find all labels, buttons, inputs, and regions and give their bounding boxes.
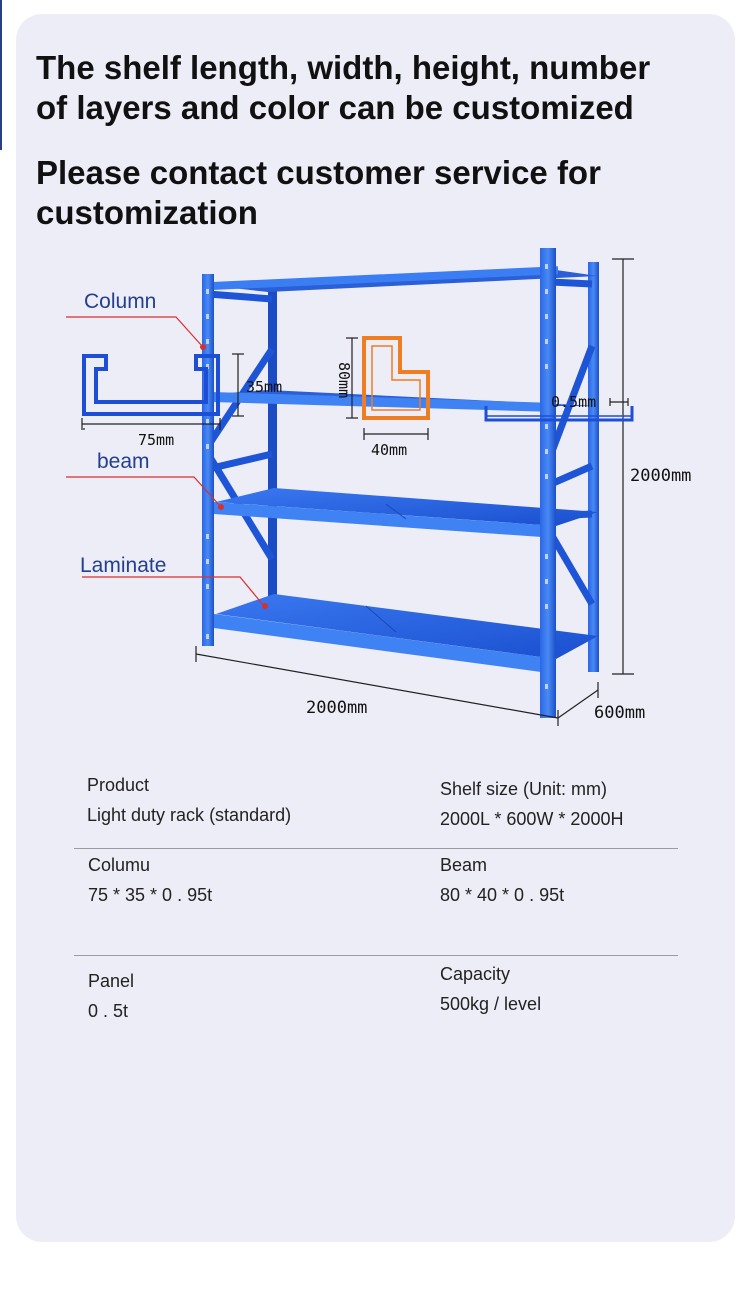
left-edge-line — [0, 0, 2, 150]
heading-line-2: of layers and color can be customized — [36, 89, 634, 126]
column-profile-drawing — [84, 356, 218, 414]
label-beam: beam — [97, 450, 150, 473]
dimension-length: 2000mm — [306, 698, 368, 718]
panel-profile-dims — [610, 398, 628, 406]
label-laminate: Laminate — [80, 554, 167, 577]
spec-product — [87, 770, 291, 830]
spec-beam — [440, 850, 564, 910]
left-side-braces — [208, 294, 272, 559]
content-card — [16, 14, 735, 1242]
label-column: Column — [84, 290, 157, 313]
spec-value: 500kg / level — [440, 994, 542, 1014]
column-profile-width: 75mm — [138, 431, 175, 449]
heading-line-1: The shelf length, width, height, number — [36, 49, 651, 86]
column-profile-height: 35mm — [246, 378, 283, 396]
spec-title: Panel — [88, 971, 135, 991]
spec-divider-1 — [74, 848, 678, 849]
spec-value: 80 * 40 * 0 . 95t — [440, 885, 565, 905]
spec-value: 75 * 35 * 0 . 95t — [88, 885, 213, 905]
beam-profile-width: 40mm — [371, 441, 408, 459]
front-left-post — [202, 274, 214, 646]
spec-title: Shelf size (Unit: mm) — [440, 779, 608, 799]
spec-panel — [88, 966, 134, 1026]
spec-column — [88, 850, 212, 910]
dimension-depth: 600mm — [594, 703, 646, 723]
spec-divider-2 — [74, 955, 678, 956]
spec-value: Light duty rack (standard) — [87, 805, 292, 825]
spec-title: Beam — [440, 855, 488, 875]
spec-title: Product — [87, 775, 150, 795]
right-side-braces — [551, 282, 592, 604]
spec-shelf-size — [440, 774, 623, 834]
beam-profile-dims — [346, 338, 428, 440]
heading-line-4: customization — [36, 194, 258, 231]
spec-title: Capacity — [440, 964, 511, 984]
beam-profile-height: 80mm — [335, 362, 353, 399]
spec-value: 0 . 5t — [88, 1001, 129, 1021]
rack-diagram — [16, 14, 735, 754]
dimension-height: 2000mm — [630, 466, 692, 486]
heading-line-3: Please contact customer service for — [36, 154, 601, 191]
panel-profile-thickness: 0.5mm — [551, 393, 597, 411]
spec-capacity — [440, 959, 541, 1019]
spec-title: Columu — [88, 855, 151, 875]
spec-value: 2000L * 600W * 2000H — [440, 809, 624, 829]
